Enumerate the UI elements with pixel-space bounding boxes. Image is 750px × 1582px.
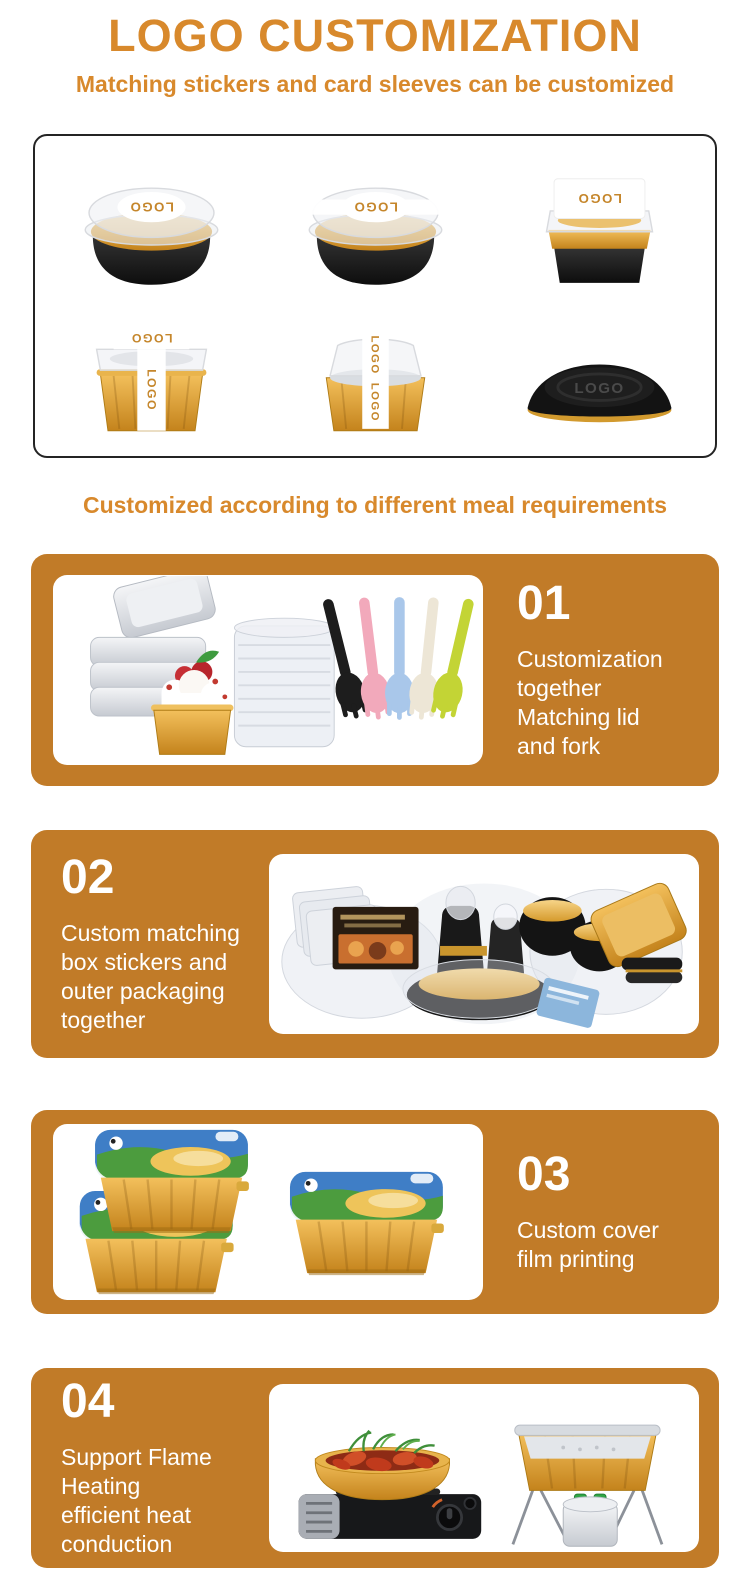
- gold-square-t-sleeve-image: [44, 302, 259, 444]
- bottom-bowl-stack: [403, 960, 555, 1021]
- spork-blue: [385, 597, 414, 720]
- feature-03-line: film printing: [517, 1246, 635, 1272]
- feature-02-line: outer packaging: [61, 978, 225, 1004]
- feature-card-03: [31, 1110, 719, 1314]
- feature-01-number: 01: [517, 577, 571, 630]
- logo-showcase-box: [33, 134, 717, 458]
- feature-04-line: Support Flame: [61, 1444, 212, 1470]
- logo-label-front: LOGO: [144, 369, 159, 411]
- feature-01-line: together: [517, 675, 602, 701]
- feature-02-number: 02: [61, 851, 115, 904]
- logo-label-top: LOGO: [130, 331, 172, 346]
- round-bowl-band-sticker-image: [268, 156, 483, 298]
- feature-04-line: Heating: [61, 1473, 141, 1499]
- feature-02-line: Custom matching: [61, 920, 240, 946]
- wrapped-packaging-image: [274, 856, 694, 1032]
- crayfish-pan: [315, 1431, 449, 1500]
- printed-container-right: [290, 1172, 444, 1275]
- feature-01-image-panel: [53, 575, 483, 765]
- logo-label: LOGO: [352, 199, 398, 215]
- printed-container-top-left: [95, 1130, 249, 1233]
- feature-03-image-panel: [53, 1124, 483, 1300]
- printed-cover-film-image: [58, 1126, 478, 1298]
- lid-and-fork-image: [58, 576, 478, 764]
- fuel-can: [563, 1494, 617, 1546]
- label-box: [333, 907, 419, 970]
- feature-03-line: Custom cover: [517, 1217, 659, 1243]
- feature-02-line: box stickers and: [61, 949, 228, 975]
- gold-cup-vertical-band-image: [268, 302, 483, 444]
- logo-label-top: LOGO: [368, 335, 381, 375]
- feature-02-line: together: [61, 1007, 146, 1033]
- black-round-embossed-image: [492, 302, 707, 444]
- logo-label-front: LOGO: [368, 382, 381, 422]
- flat-container-stack: [622, 958, 683, 983]
- feature-03-number: 03: [517, 1148, 571, 1201]
- feature-04-line: conduction: [61, 1531, 173, 1557]
- feature-01-line: Matching lid: [517, 704, 640, 730]
- feature-02-text: [61, 853, 249, 1035]
- feature-03-text: [517, 1150, 699, 1274]
- foil-tray-stand: [513, 1425, 662, 1546]
- feature-04-image-panel: [269, 1384, 699, 1552]
- logo-label: LOGO: [128, 199, 174, 215]
- flame-heating-image: [274, 1386, 694, 1550]
- feature-04-text: [61, 1377, 249, 1559]
- feature-card-02: [31, 830, 719, 1058]
- page-subtitle: Matching stickers and card sleeves can be customized: [75, 71, 675, 97]
- clear-lid-stack: [234, 618, 334, 747]
- page-title: LOGO CUSTOMIZATION: [108, 10, 642, 61]
- feature-02-image-panel: [269, 854, 699, 1034]
- feature-card-01: [31, 554, 719, 786]
- feature-01-line: and fork: [517, 733, 601, 759]
- round-bowl-oval-sticker-image: [44, 156, 259, 298]
- feature-01-text: [517, 579, 699, 761]
- feature-04-number: 04: [61, 1375, 115, 1428]
- feature-01-line: Customization: [517, 646, 663, 672]
- feature-card-04: [31, 1368, 719, 1568]
- meal-heading: Customized according to different meal requirements: [82, 492, 668, 518]
- embossed-logo-label: LOGO: [573, 379, 625, 397]
- square-container-card-image: [492, 156, 707, 298]
- logo-label: LOGO: [576, 190, 622, 206]
- feature-04-line: efficient heat: [61, 1502, 192, 1528]
